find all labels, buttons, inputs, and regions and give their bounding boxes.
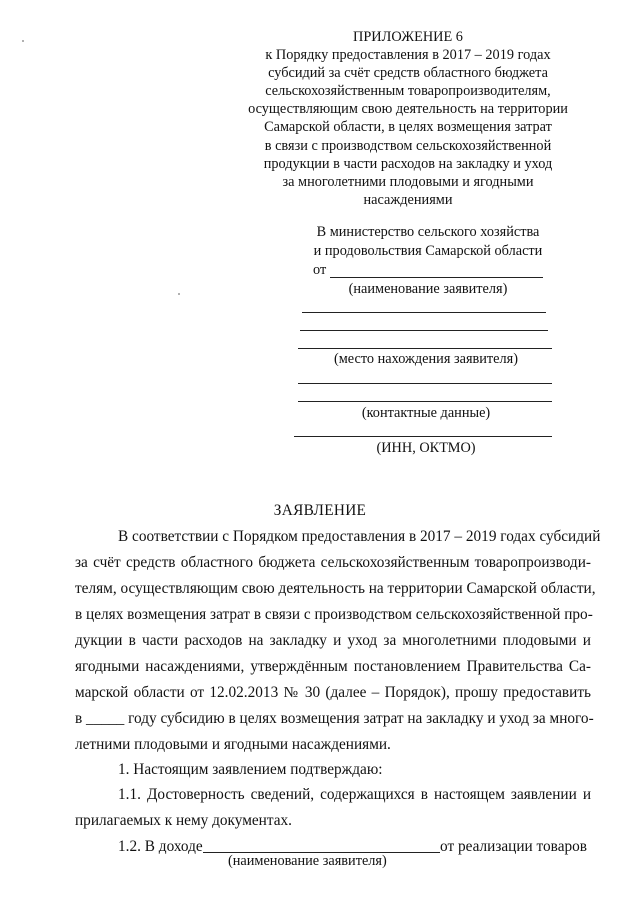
body-line: в целях возмещения затрат в связи с производством сельскохозяйственной про-	[75, 606, 593, 623]
addressee-line-2: и продовольствия Самарской области	[313, 243, 543, 259]
item-1-2-prefix: 1.2. В доходе	[118, 838, 203, 855]
body-line: летними плодовыми и ягодными насаждениями.	[75, 736, 391, 753]
appendix-line: насаждениями	[363, 191, 453, 208]
item-1: 1. Настоящим заявлением подтверждаю:	[118, 761, 383, 778]
body-line: в _____ году субсидию в целях возмещения затрат на закладку и уход за много-	[75, 710, 594, 727]
inn-label: (ИНН, ОКТМО)	[376, 440, 476, 456]
body-line: ягодными насаждениями, утверждённым постановлением Правительства Са-	[75, 658, 591, 675]
appendix-line: продукции в части расходов на закладку и уход	[263, 155, 553, 172]
contacts-field-line-1[interactable]	[298, 383, 552, 384]
body-line: марской области от 12.02.2013 № 30 (далее – Порядок), прошу предоставить	[75, 684, 591, 701]
contacts-label: (контактные данные)	[361, 405, 491, 421]
from-prefix: от	[313, 262, 327, 278]
appendix-block	[228, 28, 588, 209]
document-title: ЗАЯВЛЕНИЕ	[273, 502, 367, 519]
item-1-2-suffix: от реализации товаров	[440, 838, 588, 855]
item-1-2-label: (наименование заявителя)	[228, 853, 387, 869]
scan-speck	[178, 293, 180, 295]
applicant-name-field[interactable]	[330, 277, 543, 278]
body-line: В соответствии с Порядком предоставления в 2017 – 2019 годах субсидий	[118, 528, 601, 545]
appendix-title: ПРИЛОЖЕНИЕ 6	[353, 29, 463, 45]
body-line: дукции в части расходов на закладку и уход за многолетними плодовыми и	[75, 632, 591, 649]
scan-speck	[22, 40, 24, 42]
location-field-line-3[interactable]	[298, 348, 552, 349]
appendix-line: Самарской области, в целях возмещения затрат	[264, 119, 552, 136]
appendix-line: субсидий за счёт средств областного бюджета	[268, 65, 548, 82]
appendix-line: осуществляющим свою деятельность на территории	[248, 101, 568, 118]
appendix-line: сельскохозяйственным товаропроизводителям,	[265, 83, 551, 100]
appendix-line: к Порядку предоставления в 2017 – 2019 годах	[265, 47, 551, 64]
addressee-line-1: В министерство сельского хозяйства	[316, 224, 540, 240]
appendix-line: в связи с производством сельскохозяйственной	[264, 137, 552, 154]
location-field-line-1[interactable]	[302, 312, 546, 313]
item-1-1-cont: прилагаемых к нему документах.	[75, 812, 292, 829]
contacts-field-line-2[interactable]	[298, 401, 552, 402]
appendix-line: за многолетними плодовыми и ягодными	[282, 173, 534, 190]
inn-field[interactable]	[294, 436, 552, 437]
location-label: (место нахождения заявителя)	[333, 351, 519, 367]
location-field-line-2[interactable]	[300, 330, 548, 331]
applicant-name-label: (наименование заявителя)	[348, 281, 508, 297]
body-line: за счёт средств областного бюджета сельскохозяйственным товаропроизводи-	[75, 554, 591, 571]
item-1-1: 1.1. Достоверность сведений, содержащихся в настоящем заявлении и	[118, 786, 591, 803]
body-line: телям, осуществляющим свою деятельность на территории Самарской области,	[75, 580, 596, 597]
